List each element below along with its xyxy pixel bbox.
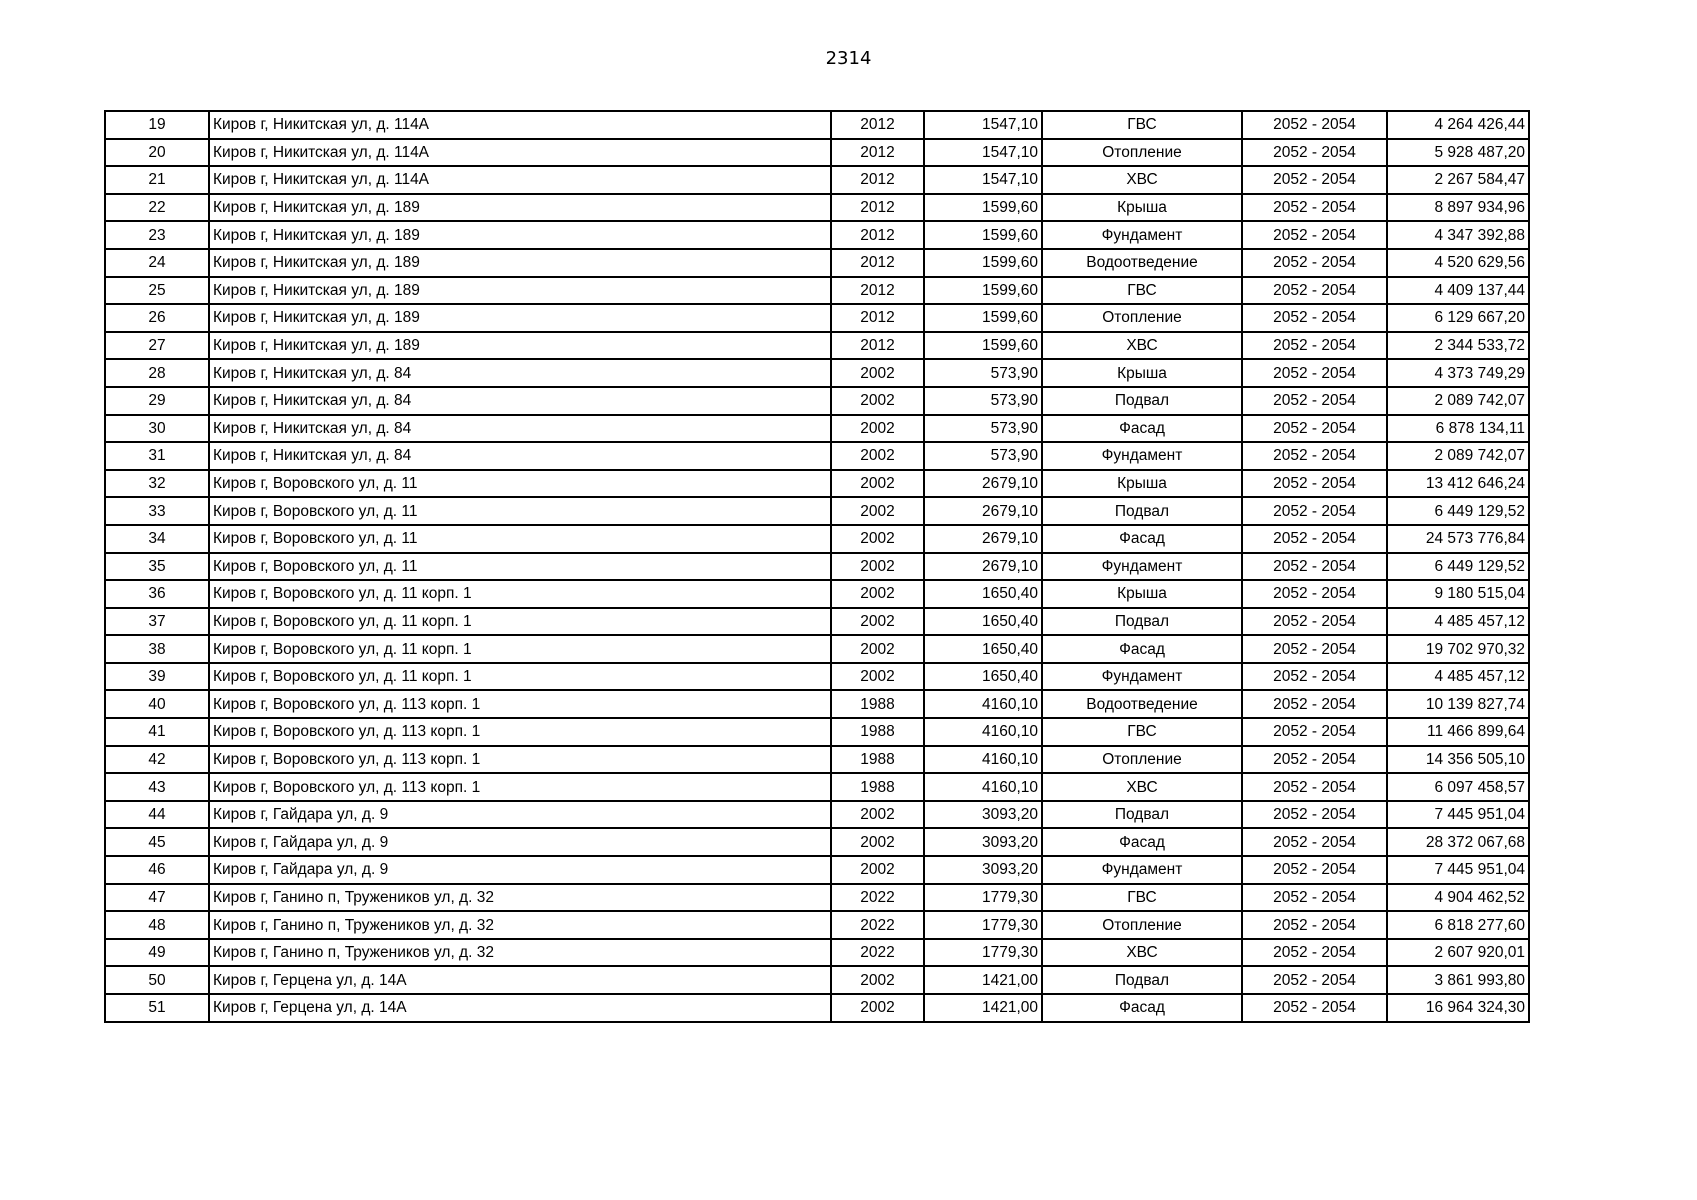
row-number-cell: 51 <box>105 994 209 1022</box>
area-cell: 1650,40 <box>924 580 1042 608</box>
build-year-cell: 2002 <box>831 856 924 884</box>
work-type-cell: Фасад <box>1042 525 1242 553</box>
build-year-cell: 2012 <box>831 194 924 222</box>
build-year-cell: 2002 <box>831 442 924 470</box>
address-cell: Киров г, Никитская ул, д. 114А <box>209 166 831 194</box>
address-cell: Киров г, Герцена ул, д. 14А <box>209 966 831 994</box>
build-year-cell: 2012 <box>831 139 924 167</box>
address-cell: Киров г, Никитская ул, д. 189 <box>209 221 831 249</box>
work-type-cell: Фасад <box>1042 994 1242 1022</box>
row-number-cell: 23 <box>105 221 209 249</box>
row-number-cell: 29 <box>105 387 209 415</box>
address-cell: Киров г, Ганино п, Тружеников ул, д. 32 <box>209 884 831 912</box>
area-cell: 1779,30 <box>924 911 1042 939</box>
row-number-cell: 41 <box>105 718 209 746</box>
cost-cell: 2 267 584,47 <box>1387 166 1529 194</box>
build-year-cell: 2012 <box>831 249 924 277</box>
build-year-cell: 2002 <box>831 828 924 856</box>
table-row <box>105 994 1529 1022</box>
cost-cell: 8 897 934,96 <box>1387 194 1529 222</box>
address-cell: Киров г, Никитская ул, д. 114А <box>209 111 831 139</box>
row-number-cell: 32 <box>105 470 209 498</box>
table-row <box>105 690 1529 718</box>
cost-cell: 4 520 629,56 <box>1387 249 1529 277</box>
area-cell: 573,90 <box>924 415 1042 443</box>
cost-cell: 10 139 827,74 <box>1387 690 1529 718</box>
work-type-cell: ХВС <box>1042 332 1242 360</box>
cost-cell: 2 089 742,07 <box>1387 442 1529 470</box>
row-number-cell: 47 <box>105 884 209 912</box>
row-number-cell: 19 <box>105 111 209 139</box>
period-cell: 2052 - 2054 <box>1242 856 1387 884</box>
work-type-cell: Фундамент <box>1042 221 1242 249</box>
work-type-cell: Подвал <box>1042 801 1242 829</box>
row-number-cell: 38 <box>105 635 209 663</box>
period-cell: 2052 - 2054 <box>1242 939 1387 967</box>
cost-cell: 6 129 667,20 <box>1387 304 1529 332</box>
table-row <box>105 525 1529 553</box>
build-year-cell: 2002 <box>831 966 924 994</box>
work-type-cell: Водоотведение <box>1042 249 1242 277</box>
table-row <box>105 194 1529 222</box>
row-number-cell: 46 <box>105 856 209 884</box>
build-year-cell: 2022 <box>831 939 924 967</box>
period-cell: 2052 - 2054 <box>1242 359 1387 387</box>
row-number-cell: 48 <box>105 911 209 939</box>
work-type-cell: ГВС <box>1042 111 1242 139</box>
cost-cell: 13 412 646,24 <box>1387 470 1529 498</box>
row-number-cell: 36 <box>105 580 209 608</box>
row-number-cell: 35 <box>105 553 209 581</box>
row-number-cell: 34 <box>105 525 209 553</box>
table-row <box>105 718 1529 746</box>
area-cell: 1779,30 <box>924 939 1042 967</box>
row-number-cell: 25 <box>105 277 209 305</box>
period-cell: 2052 - 2054 <box>1242 773 1387 801</box>
period-cell: 2052 - 2054 <box>1242 966 1387 994</box>
period-cell: 2052 - 2054 <box>1242 387 1387 415</box>
table-row <box>105 249 1529 277</box>
build-year-cell: 2002 <box>831 663 924 691</box>
area-cell: 2679,10 <box>924 553 1042 581</box>
period-cell: 2052 - 2054 <box>1242 304 1387 332</box>
work-type-cell: Фундамент <box>1042 442 1242 470</box>
work-type-cell: ХВС <box>1042 166 1242 194</box>
area-cell: 1650,40 <box>924 635 1042 663</box>
period-cell: 2052 - 2054 <box>1242 442 1387 470</box>
address-cell: Киров г, Воровского ул, д. 11 корп. 1 <box>209 663 831 691</box>
table-row <box>105 911 1529 939</box>
period-cell: 2052 - 2054 <box>1242 994 1387 1022</box>
work-type-cell: ГВС <box>1042 277 1242 305</box>
period-cell: 2052 - 2054 <box>1242 690 1387 718</box>
row-number-cell: 21 <box>105 166 209 194</box>
area-cell: 573,90 <box>924 359 1042 387</box>
row-number-cell: 43 <box>105 773 209 801</box>
table-row <box>105 415 1529 443</box>
address-cell: Киров г, Воровского ул, д. 113 корп. 1 <box>209 718 831 746</box>
work-type-cell: Фундамент <box>1042 856 1242 884</box>
address-cell: Киров г, Ганино п, Тружеников ул, д. 32 <box>209 911 831 939</box>
table-row <box>105 884 1529 912</box>
period-cell: 2052 - 2054 <box>1242 470 1387 498</box>
period-cell: 2052 - 2054 <box>1242 911 1387 939</box>
build-year-cell: 2002 <box>831 580 924 608</box>
work-type-cell: ГВС <box>1042 884 1242 912</box>
address-cell: Киров г, Воровского ул, д. 113 корп. 1 <box>209 690 831 718</box>
cost-cell: 4 904 462,52 <box>1387 884 1529 912</box>
cost-cell: 6 878 134,11 <box>1387 415 1529 443</box>
area-cell: 1547,10 <box>924 166 1042 194</box>
period-cell: 2052 - 2054 <box>1242 663 1387 691</box>
period-cell: 2052 - 2054 <box>1242 718 1387 746</box>
cost-cell: 6 449 129,52 <box>1387 497 1529 525</box>
area-cell: 3093,20 <box>924 801 1042 829</box>
area-cell: 1599,60 <box>924 221 1042 249</box>
row-number-cell: 22 <box>105 194 209 222</box>
table-row <box>105 332 1529 360</box>
table-row <box>105 221 1529 249</box>
work-type-cell: ХВС <box>1042 939 1242 967</box>
page-number: 2314 <box>825 48 872 69</box>
address-cell: Киров г, Воровского ул, д. 11 <box>209 525 831 553</box>
address-cell: Киров г, Гайдара ул, д. 9 <box>209 801 831 829</box>
row-number-cell: 44 <box>105 801 209 829</box>
build-year-cell: 2002 <box>831 415 924 443</box>
table-row <box>105 387 1529 415</box>
area-cell: 1599,60 <box>924 332 1042 360</box>
cost-cell: 14 356 505,10 <box>1387 746 1529 774</box>
cost-cell: 11 466 899,64 <box>1387 718 1529 746</box>
period-cell: 2052 - 2054 <box>1242 608 1387 636</box>
work-type-cell: Водоотведение <box>1042 690 1242 718</box>
cost-cell: 4 409 137,44 <box>1387 277 1529 305</box>
table-row <box>105 277 1529 305</box>
work-type-cell: Подвал <box>1042 387 1242 415</box>
area-cell: 573,90 <box>924 442 1042 470</box>
work-type-cell: Отопление <box>1042 139 1242 167</box>
table-row <box>105 801 1529 829</box>
row-number-cell: 37 <box>105 608 209 636</box>
build-year-cell: 2002 <box>831 359 924 387</box>
cost-cell: 4 373 749,29 <box>1387 359 1529 387</box>
area-cell: 1599,60 <box>924 304 1042 332</box>
row-number-cell: 40 <box>105 690 209 718</box>
work-type-cell: Крыша <box>1042 194 1242 222</box>
build-year-cell: 2012 <box>831 332 924 360</box>
area-cell: 4160,10 <box>924 746 1042 774</box>
build-year-cell: 2012 <box>831 304 924 332</box>
area-cell: 3093,20 <box>924 828 1042 856</box>
cost-cell: 16 964 324,30 <box>1387 994 1529 1022</box>
period-cell: 2052 - 2054 <box>1242 525 1387 553</box>
table-row <box>105 773 1529 801</box>
work-type-cell: ГВС <box>1042 718 1242 746</box>
address-cell: Киров г, Воровского ул, д. 11 <box>209 553 831 581</box>
table-row <box>105 580 1529 608</box>
area-cell: 2679,10 <box>924 470 1042 498</box>
table-row <box>105 359 1529 387</box>
cost-cell: 2 089 742,07 <box>1387 387 1529 415</box>
table-row <box>105 139 1529 167</box>
row-number-cell: 42 <box>105 746 209 774</box>
row-number-cell: 20 <box>105 139 209 167</box>
cost-cell: 4 485 457,12 <box>1387 608 1529 636</box>
build-year-cell: 1988 <box>831 690 924 718</box>
table-row <box>105 635 1529 663</box>
area-cell: 1599,60 <box>924 194 1042 222</box>
area-cell: 4160,10 <box>924 773 1042 801</box>
address-cell: Киров г, Воровского ул, д. 113 корп. 1 <box>209 773 831 801</box>
work-type-cell: Отопление <box>1042 746 1242 774</box>
address-cell: Киров г, Воровского ул, д. 113 корп. 1 <box>209 746 831 774</box>
address-cell: Киров г, Ганино п, Тружеников ул, д. 32 <box>209 939 831 967</box>
address-cell: Киров г, Никитская ул, д. 189 <box>209 194 831 222</box>
table-row <box>105 497 1529 525</box>
address-cell: Киров г, Воровского ул, д. 11 корп. 1 <box>209 608 831 636</box>
work-type-cell: Подвал <box>1042 966 1242 994</box>
period-cell: 2052 - 2054 <box>1242 553 1387 581</box>
area-cell: 4160,10 <box>924 690 1042 718</box>
work-type-cell: Фундамент <box>1042 553 1242 581</box>
cost-cell: 7 445 951,04 <box>1387 856 1529 884</box>
area-cell: 573,90 <box>924 387 1042 415</box>
period-cell: 2052 - 2054 <box>1242 884 1387 912</box>
address-cell: Киров г, Никитская ул, д. 114А <box>209 139 831 167</box>
cost-cell: 4 264 426,44 <box>1387 111 1529 139</box>
area-cell: 1547,10 <box>924 139 1042 167</box>
period-cell: 2052 - 2054 <box>1242 221 1387 249</box>
cost-cell: 4 485 457,12 <box>1387 663 1529 691</box>
table-row <box>105 828 1529 856</box>
address-cell: Киров г, Никитская ул, д. 84 <box>209 359 831 387</box>
area-cell: 1779,30 <box>924 884 1042 912</box>
period-cell: 2052 - 2054 <box>1242 801 1387 829</box>
cost-cell: 7 445 951,04 <box>1387 801 1529 829</box>
table-row <box>105 166 1529 194</box>
row-number-cell: 26 <box>105 304 209 332</box>
address-cell: Киров г, Герцена ул, д. 14А <box>209 994 831 1022</box>
build-year-cell: 2012 <box>831 221 924 249</box>
build-year-cell: 2002 <box>831 497 924 525</box>
build-year-cell: 2022 <box>831 884 924 912</box>
address-cell: Киров г, Никитская ул, д. 189 <box>209 332 831 360</box>
work-type-cell: Крыша <box>1042 580 1242 608</box>
build-year-cell: 2002 <box>831 553 924 581</box>
period-cell: 2052 - 2054 <box>1242 746 1387 774</box>
cost-cell: 6 097 458,57 <box>1387 773 1529 801</box>
table-row <box>105 966 1529 994</box>
row-number-cell: 50 <box>105 966 209 994</box>
table-row <box>105 663 1529 691</box>
row-number-cell: 33 <box>105 497 209 525</box>
row-number-cell: 31 <box>105 442 209 470</box>
build-year-cell: 2002 <box>831 525 924 553</box>
period-cell: 2052 - 2054 <box>1242 277 1387 305</box>
area-cell: 2679,10 <box>924 497 1042 525</box>
cost-cell: 3 861 993,80 <box>1387 966 1529 994</box>
address-cell: Киров г, Воровского ул, д. 11 корп. 1 <box>209 635 831 663</box>
work-type-cell: Фасад <box>1042 635 1242 663</box>
period-cell: 2052 - 2054 <box>1242 249 1387 277</box>
address-cell: Киров г, Воровского ул, д. 11 <box>209 470 831 498</box>
table-row <box>105 470 1529 498</box>
area-cell: 1421,00 <box>924 994 1042 1022</box>
work-type-cell: Фундамент <box>1042 663 1242 691</box>
table-row <box>105 442 1529 470</box>
table-row <box>105 304 1529 332</box>
period-cell: 2052 - 2054 <box>1242 111 1387 139</box>
area-cell: 4160,10 <box>924 718 1042 746</box>
address-cell: Киров г, Никитская ул, д. 84 <box>209 387 831 415</box>
build-year-cell: 1988 <box>831 718 924 746</box>
period-cell: 2052 - 2054 <box>1242 497 1387 525</box>
registry-table-body <box>105 111 1529 1022</box>
area-cell: 1547,10 <box>924 111 1042 139</box>
period-cell: 2052 - 2054 <box>1242 828 1387 856</box>
table-row <box>105 608 1529 636</box>
cost-cell: 2 344 533,72 <box>1387 332 1529 360</box>
work-type-cell: Отопление <box>1042 304 1242 332</box>
row-number-cell: 39 <box>105 663 209 691</box>
address-cell: Киров г, Никитская ул, д. 84 <box>209 442 831 470</box>
row-number-cell: 49 <box>105 939 209 967</box>
row-number-cell: 27 <box>105 332 209 360</box>
area-cell: 1599,60 <box>924 277 1042 305</box>
build-year-cell: 2012 <box>831 111 924 139</box>
build-year-cell: 2012 <box>831 166 924 194</box>
work-type-cell: Подвал <box>1042 608 1242 636</box>
row-number-cell: 30 <box>105 415 209 443</box>
row-number-cell: 45 <box>105 828 209 856</box>
address-cell: Киров г, Никитская ул, д. 189 <box>209 249 831 277</box>
cost-cell: 24 573 776,84 <box>1387 525 1529 553</box>
build-year-cell: 2002 <box>831 387 924 415</box>
period-cell: 2052 - 2054 <box>1242 635 1387 663</box>
period-cell: 2052 - 2054 <box>1242 580 1387 608</box>
cost-cell: 5 928 487,20 <box>1387 139 1529 167</box>
build-year-cell: 2012 <box>831 277 924 305</box>
period-cell: 2052 - 2054 <box>1242 166 1387 194</box>
work-type-cell: Фасад <box>1042 828 1242 856</box>
cost-cell: 19 702 970,32 <box>1387 635 1529 663</box>
table-row <box>105 939 1529 967</box>
work-type-cell: ХВС <box>1042 773 1242 801</box>
build-year-cell: 1988 <box>831 773 924 801</box>
area-cell: 3093,20 <box>924 856 1042 884</box>
table-row <box>105 746 1529 774</box>
table-row <box>105 111 1529 139</box>
table-row <box>105 856 1529 884</box>
build-year-cell: 2002 <box>831 470 924 498</box>
cost-cell: 9 180 515,04 <box>1387 580 1529 608</box>
build-year-cell: 2022 <box>831 911 924 939</box>
build-year-cell: 2002 <box>831 635 924 663</box>
address-cell: Киров г, Гайдара ул, д. 9 <box>209 828 831 856</box>
period-cell: 2052 - 2054 <box>1242 139 1387 167</box>
build-year-cell: 2002 <box>831 994 924 1022</box>
work-type-cell: Крыша <box>1042 359 1242 387</box>
period-cell: 2052 - 2054 <box>1242 415 1387 443</box>
build-year-cell: 1988 <box>831 746 924 774</box>
table-row <box>105 553 1529 581</box>
work-type-cell: Подвал <box>1042 497 1242 525</box>
cost-cell: 6 449 129,52 <box>1387 553 1529 581</box>
registry-table <box>104 110 1530 1023</box>
work-type-cell: Отопление <box>1042 911 1242 939</box>
work-type-cell: Фасад <box>1042 415 1242 443</box>
area-cell: 1650,40 <box>924 608 1042 636</box>
work-type-cell: Крыша <box>1042 470 1242 498</box>
row-number-cell: 24 <box>105 249 209 277</box>
address-cell: Киров г, Гайдара ул, д. 9 <box>209 856 831 884</box>
cost-cell: 2 607 920,01 <box>1387 939 1529 967</box>
address-cell: Киров г, Воровского ул, д. 11 <box>209 497 831 525</box>
build-year-cell: 2002 <box>831 608 924 636</box>
address-cell: Киров г, Воровского ул, д. 11 корп. 1 <box>209 580 831 608</box>
address-cell: Киров г, Никитская ул, д. 189 <box>209 304 831 332</box>
area-cell: 1599,60 <box>924 249 1042 277</box>
period-cell: 2052 - 2054 <box>1242 332 1387 360</box>
area-cell: 1650,40 <box>924 663 1042 691</box>
area-cell: 1421,00 <box>924 966 1042 994</box>
address-cell: Киров г, Никитская ул, д. 84 <box>209 415 831 443</box>
address-cell: Киров г, Никитская ул, д. 189 <box>209 277 831 305</box>
cost-cell: 28 372 067,68 <box>1387 828 1529 856</box>
period-cell: 2052 - 2054 <box>1242 194 1387 222</box>
cost-cell: 6 818 277,60 <box>1387 911 1529 939</box>
cost-cell: 4 347 392,88 <box>1387 221 1529 249</box>
row-number-cell: 28 <box>105 359 209 387</box>
build-year-cell: 2002 <box>831 801 924 829</box>
area-cell: 2679,10 <box>924 525 1042 553</box>
